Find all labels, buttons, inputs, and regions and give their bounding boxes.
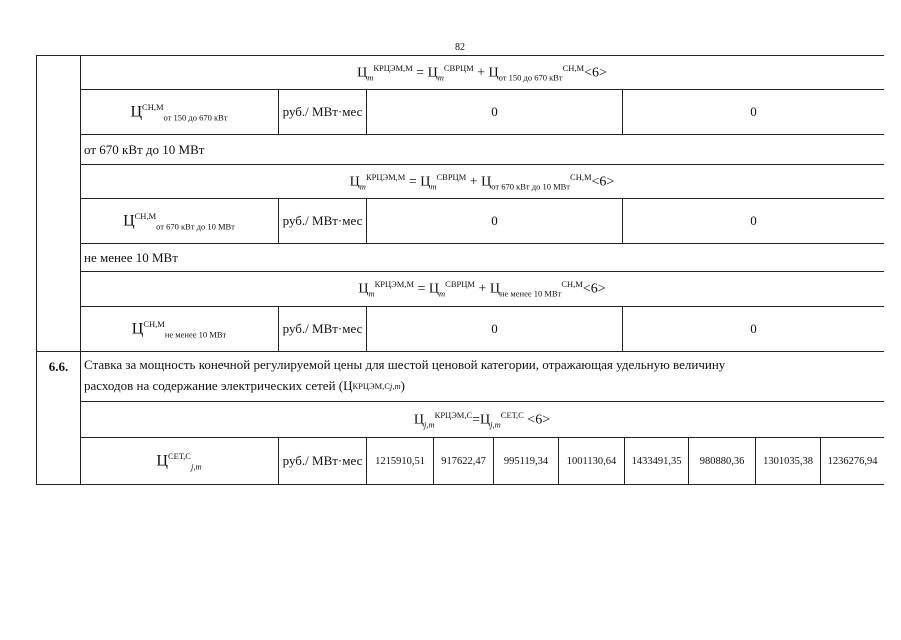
formula-10: $Ц_m^{КРЦЭМ,М} = Ц_m^{СВРЦМ} + Ц_{не менее 10 МВт}^{СН,М}<6>$ [358, 279, 606, 299]
row-670-10-unit: руб./ МВт·мес [282, 212, 363, 228]
formula-150-670 [80, 56, 884, 89]
tier-670-10: от 670 кВт до 10 МВт [84, 141, 205, 157]
row-6-6-value-5: 1433491,35 [631, 455, 682, 467]
row-670-10-value-1: 0 [491, 213, 498, 228]
tier-10: не менее 10 МВт [84, 249, 178, 265]
formula-6-6: $Ц_{j,m}^{КРЦЭМ,С}=Ц_{j,m}^{СЕТ,С} <6>$ [413, 409, 551, 430]
row-6-6-value-3: 995119,34 [503, 455, 549, 467]
page-number: 82 [455, 42, 465, 53]
row-6-6-value-6: 980880,36 [699, 455, 745, 467]
row-6-6-value-4: 1001130,64 [566, 455, 617, 467]
row-6-6-value-2: 917622,47 [441, 455, 486, 467]
row-670-10-value-2: 0 [750, 213, 757, 228]
row-150-670-value-2: 0 [750, 104, 757, 119]
section-6-6-description-line-1: Ставка за мощность конечной регулируемой цены для шестой ценовой категории, отражающая удельную величину [84, 357, 726, 372]
row-150-670-unit: руб./ МВт·мес [282, 103, 363, 119]
section-6-6-description-line-2: расходов на содержание электрических сетей (Ц КРЦЭМ,С j,m ) [84, 378, 405, 393]
row-6-6-label: $Ц^{СЕТ,С}_{j,m}$ [156, 450, 202, 472]
row-10-unit: руб./ МВт·мес [282, 320, 363, 336]
row-10-label: $Ц^{СН,М}_{не менее 10 МВт}$ [131, 318, 227, 340]
row-150-670-value-1: 0 [491, 104, 498, 119]
table-left-border [36, 55, 37, 485]
row-6-6-value-8: 1236276,94 [827, 455, 878, 467]
row-6-6-unit: руб./ МВт·мес [282, 452, 363, 468]
row-670-10-label: $Ц^{СН,М}_{от 670 кВт до 10 МВт}$ [123, 210, 235, 232]
row-6-6-value-1: 1215910,51 [375, 455, 425, 467]
section-6-6-number: 6.6. [48, 359, 69, 374]
row-150-670-label: $Ц^{СН,М}_{от 150 до 670 кВт}$ [130, 101, 228, 123]
row-10-value-2: 0 [750, 321, 757, 336]
table-bottom-border [36, 484, 884, 485]
formula-150-670-text: $Ц_m^{КРЦЭМ,М} = Ц_m^{СВРЦМ} + Ц_{от 150 до 670 кВт}^{СН,М}<6>$ [357, 62, 607, 83]
row-6-6-value-7: 1301035,38 [763, 455, 813, 467]
formula-670-10: $Ц_m^{КРЦЭМ,М} = Ц_m^{СВРЦМ} + Ц_{от 670 кВт до 10 МВт}^{СН,М}<6>$ [349, 171, 615, 192]
row-10-value-1: 0 [491, 321, 498, 336]
